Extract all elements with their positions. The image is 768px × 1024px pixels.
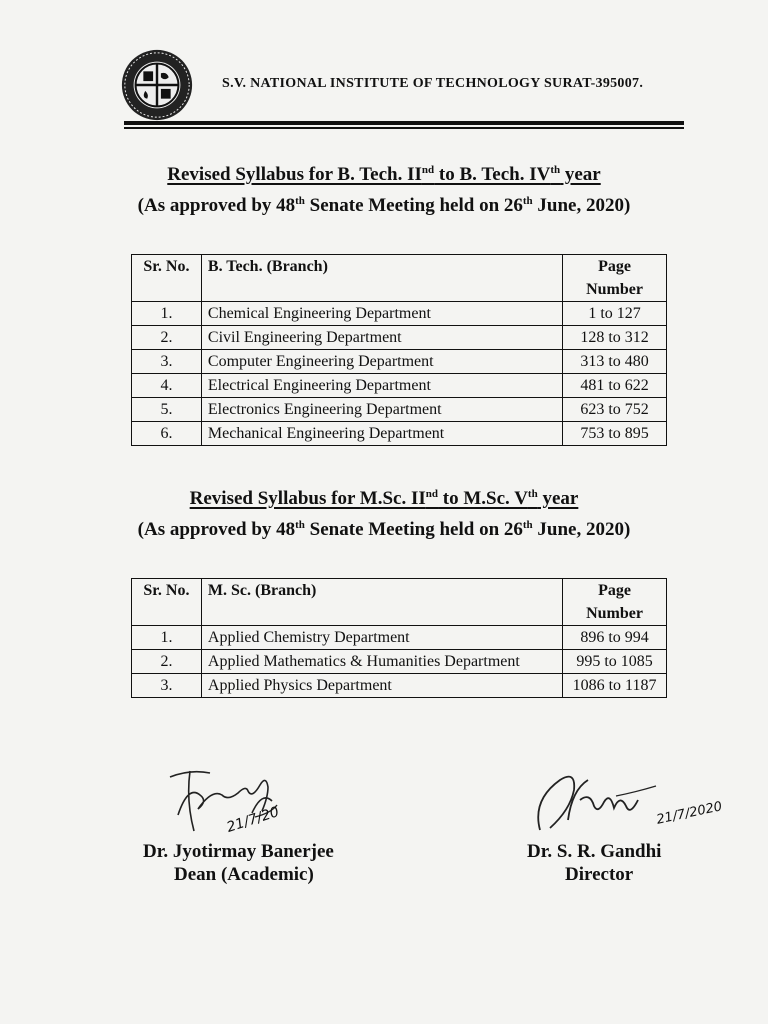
header-rule-thin xyxy=(124,127,684,129)
table-header-row xyxy=(132,579,667,626)
page-number-cell: 623 to 752 xyxy=(563,398,667,422)
page-number-cell: 481 to 622 xyxy=(563,374,667,398)
sr-no-header: Sr. No. xyxy=(132,579,202,626)
branch-cell: Mechanical Engineering Department xyxy=(201,422,562,446)
dean-signature-date: 21/7/20 xyxy=(224,804,282,836)
header-rule xyxy=(124,121,684,125)
page-number-cell: 1086 to 1187 xyxy=(563,674,667,698)
branch-cell: Electronics Engineering Department xyxy=(201,398,562,422)
sr-no-header: Sr. No. xyxy=(132,255,202,302)
sr-no-cell: 5. xyxy=(132,398,202,422)
msc-title: Revised Syllabus for M.Sc. IInd to M.Sc. Vth year xyxy=(189,488,579,509)
institute-seal-icon xyxy=(118,46,196,124)
table-row xyxy=(132,326,667,350)
branch-cell: Applied Mathematics & Humanities Department xyxy=(201,650,562,674)
branch-cell: Chemical Engineering Department xyxy=(201,302,562,326)
page-number-cell: 313 to 480 xyxy=(563,350,667,374)
msc-table xyxy=(131,578,667,698)
director-name: Dr. S. R. Gandhi xyxy=(527,841,662,862)
sr-no-cell: 1. xyxy=(132,626,202,650)
sr-no-cell: 2. xyxy=(132,650,202,674)
sr-no-cell: 1. xyxy=(132,302,202,326)
table-header-row xyxy=(132,255,667,302)
table-row xyxy=(132,350,667,374)
btech-table xyxy=(131,254,667,446)
table-row xyxy=(132,674,667,698)
branch-cell: Electrical Engineering Department xyxy=(201,374,562,398)
table-row xyxy=(132,422,667,446)
page-number-cell: 1 to 127 xyxy=(563,302,667,326)
page-number-cell: 896 to 994 xyxy=(563,626,667,650)
sr-no-cell: 6. xyxy=(132,422,202,446)
table-row xyxy=(132,302,667,326)
branch-header: B. Tech. (Branch) xyxy=(201,255,562,302)
dean-signature xyxy=(160,755,360,845)
branch-cell: Computer Engineering Department xyxy=(201,350,562,374)
sr-no-cell: 3. xyxy=(132,674,202,698)
page-number-cell: 753 to 895 xyxy=(563,422,667,446)
page-number-cell: 128 to 312 xyxy=(563,326,667,350)
branch-cell: Civil Engineering Department xyxy=(201,326,562,350)
btech-approval: (As approved by 48th Senate Meeting held on 26th June, 2020) xyxy=(137,195,631,216)
sr-no-cell: 4. xyxy=(132,374,202,398)
sr-no-cell: 2. xyxy=(132,326,202,350)
director-title: Director xyxy=(565,864,634,885)
branch-cell: Applied Chemistry Department xyxy=(201,626,562,650)
table-row xyxy=(132,650,667,674)
msc-approval: (As approved by 48th Senate Meeting held on 26th June, 2020) xyxy=(137,519,631,540)
dean-name: Dr. Jyotirmay Banerjee xyxy=(143,841,334,862)
table-row xyxy=(132,398,667,422)
sr-no-cell: 3. xyxy=(132,350,202,374)
dean-title: Dean (Academic) xyxy=(174,864,314,885)
table-row xyxy=(132,374,667,398)
director-signature-date: 21/7/2020 xyxy=(655,799,724,828)
page-number-header: Page Number xyxy=(563,255,667,302)
branch-cell: Applied Physics Department xyxy=(201,674,562,698)
page-number-header: Page Number xyxy=(563,579,667,626)
director-signature xyxy=(520,760,680,840)
table-row xyxy=(132,626,667,650)
page-number-cell: 995 to 1085 xyxy=(563,650,667,674)
institute-name: S.V. NATIONAL INSTITUTE OF TECHNOLOGY SURAT-395007. xyxy=(222,76,644,91)
btech-title: Revised Syllabus for B. Tech. IInd to B. Tech. IVth year xyxy=(167,164,601,185)
branch-header: M. Sc. (Branch) xyxy=(201,579,562,626)
